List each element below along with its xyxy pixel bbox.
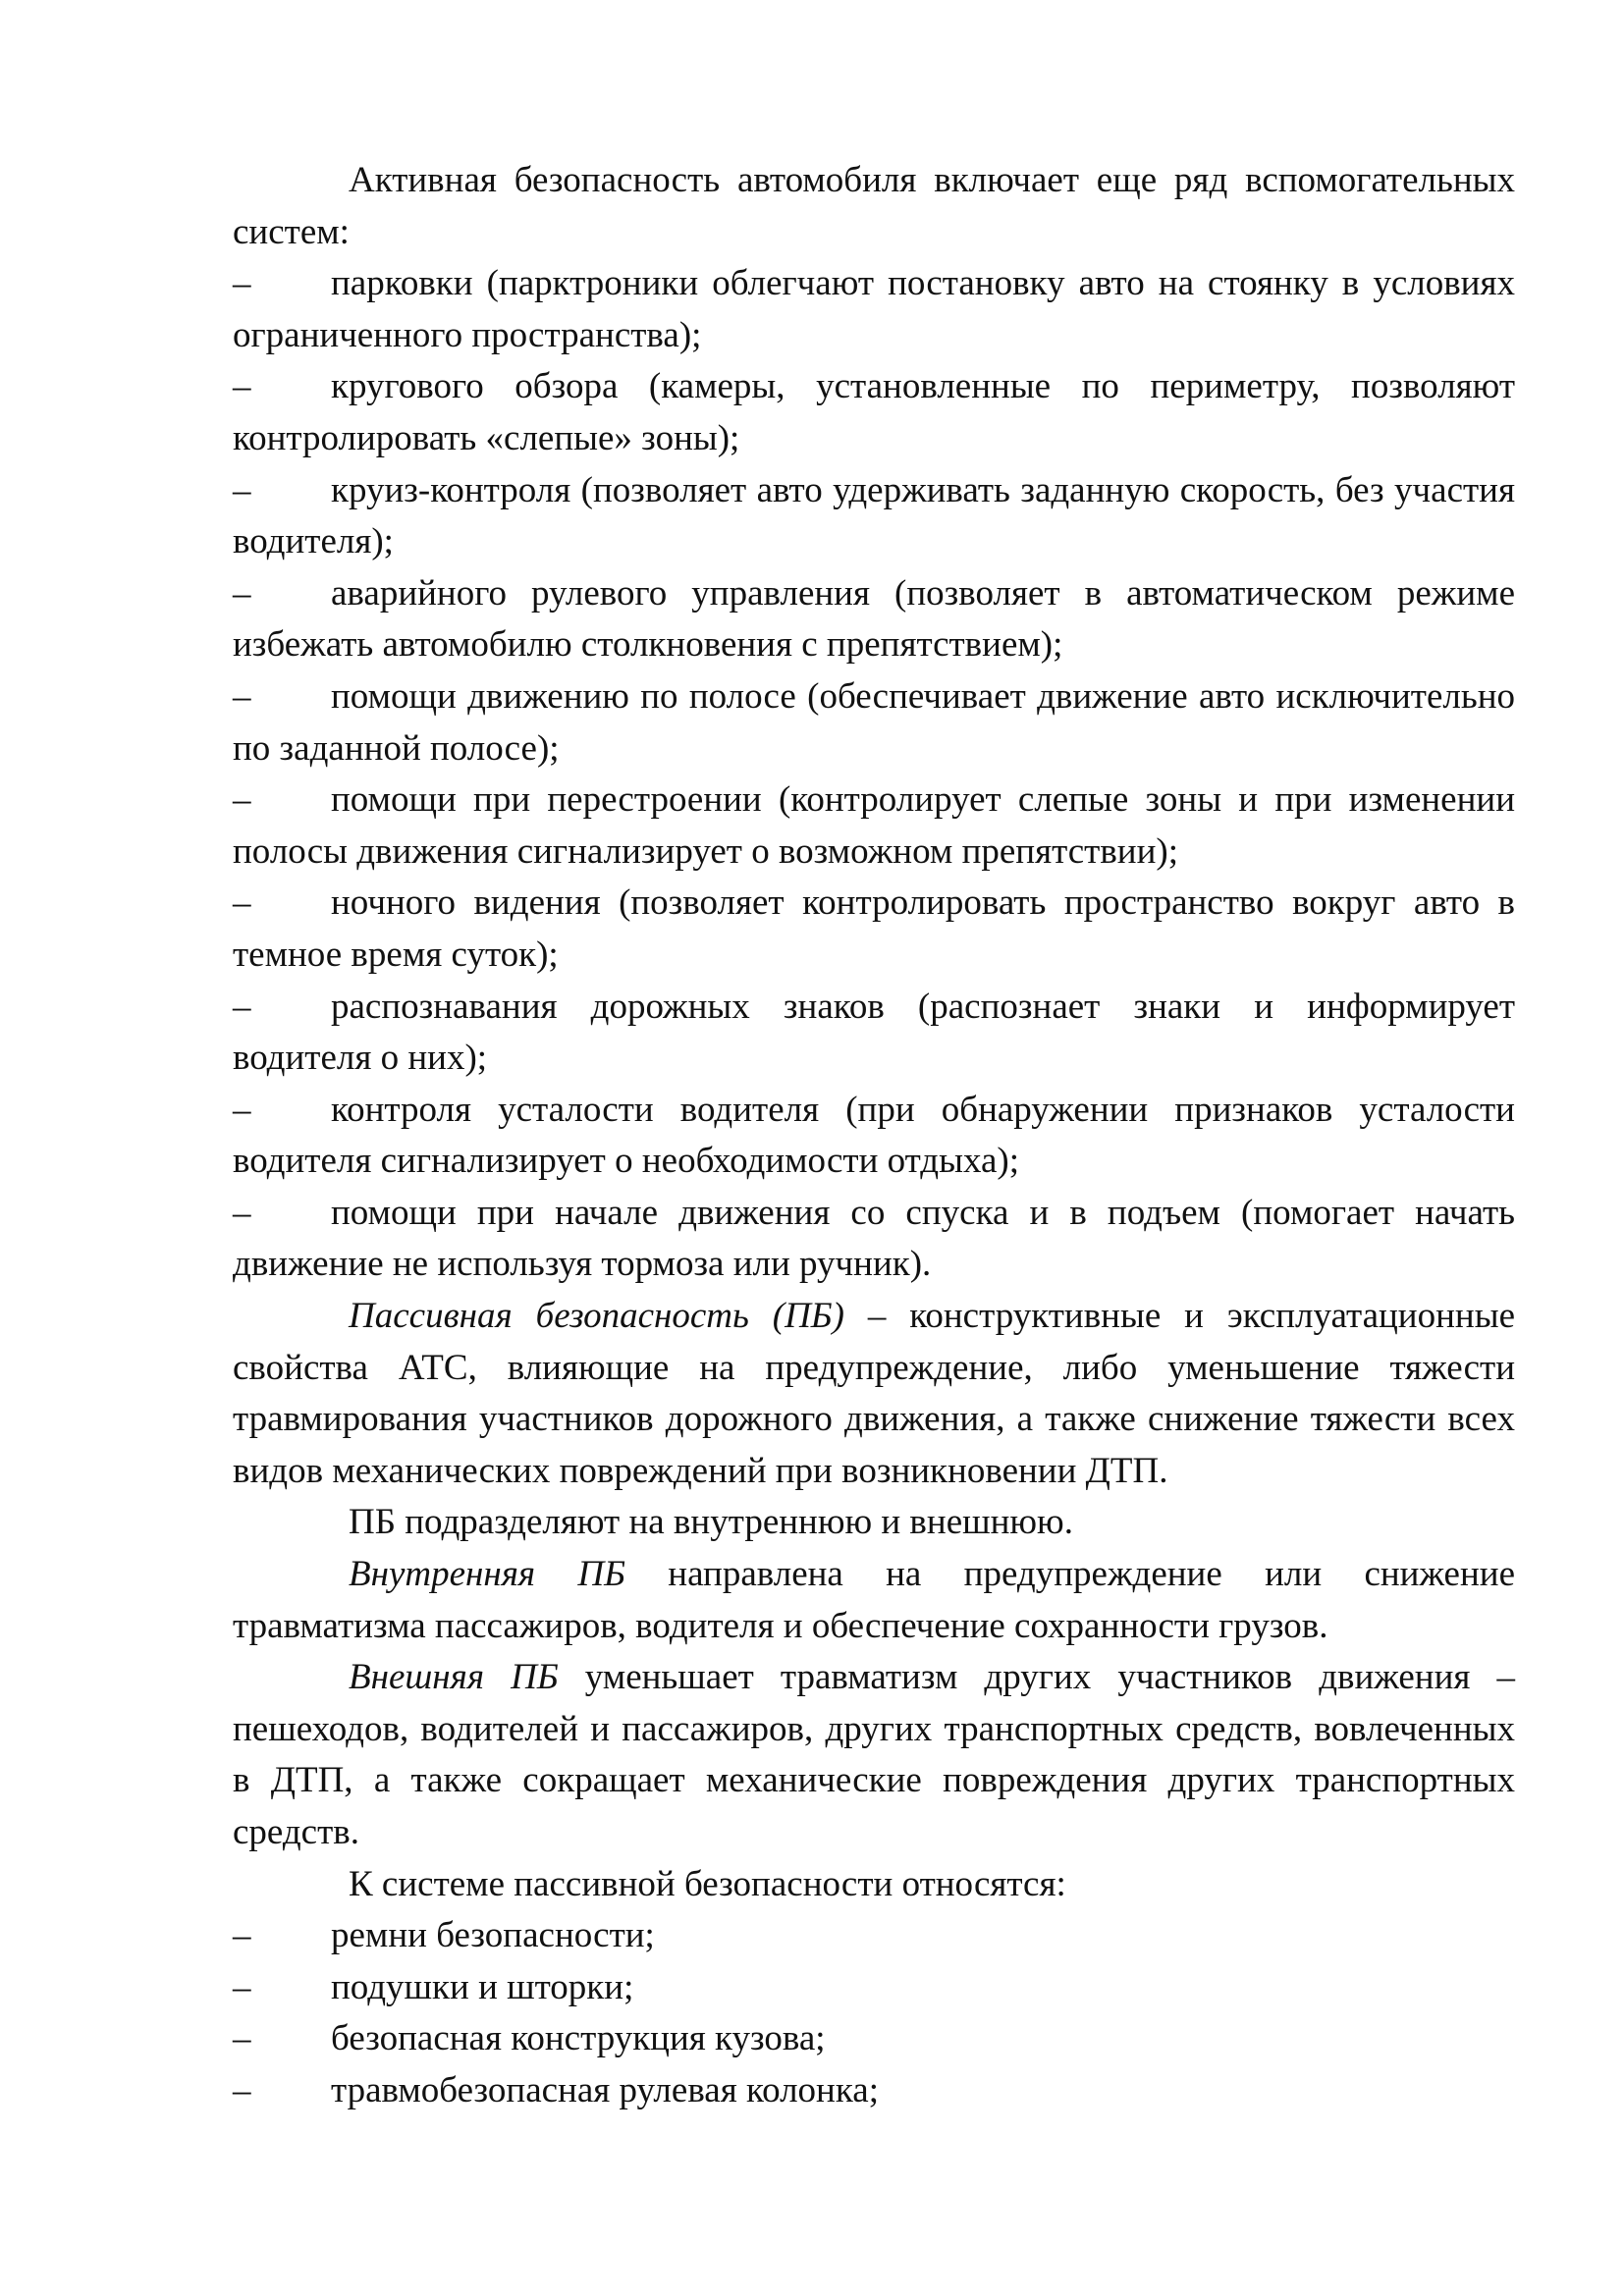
passive-systems-list [233,1910,1515,2116]
dash-bullet: – [233,882,251,924]
passive-intro-paragraph: К системе пассивной безопасности относятся: [349,1863,1066,1904]
list-item [233,1910,1515,1962]
dash-bullet: – [233,572,251,614]
division-paragraph: ПБ подразделяют на внутреннюю и внешнюю. [349,1502,1073,1543]
list-item-text: травмобезопасная рулевая колонка; [331,2069,879,2110]
list-item-text: аварийного рулевого управления (позволяет в автоматическом режиме избежать автомобилю столкновения с препятствием); [233,572,1515,666]
dash-bullet: – [233,1089,251,1130]
list-item-text: контроля усталости водителя (при обнаружении признаков усталости водителя сигнализирует о необходимости отдыха); [233,1089,1515,1182]
list-item [233,982,1515,1085]
list-item-text: ремни безопасности; [331,1915,655,1956]
dash-bullet: – [233,366,251,407]
passive-term: Пассивная безопасность (ПБ) [349,1296,844,1337]
list-item-text: парковки (парктроники облегчают постановку авто на стоянку в условиях ограниченного пространства); [233,263,1515,355]
list-item [233,2065,1515,2117]
passive-definition-text: – конструктивные и эксплуатационные свойства АТС, влияющие на предупреждение, либо уменьшение тяжести травмирования участников дорожного движения, а также снижение тяжести всех видов механических повреждений при возникновении ДТП. [233,1296,1515,1491]
external-paragraph [233,1652,1515,1858]
list-item-text: помощи при перестроении (контролирует слепые зоны и при изменении полосы движения сигнализирует о возможном препятствии); [233,779,1515,872]
dash-bullet: – [233,1192,251,1233]
internal-term: Внутренняя ПБ [349,1554,625,1595]
list-item-text: подушки и шторки; [331,1966,634,2007]
list-item-text: распознавания дорожных знаков (распознает знаки и информирует водителя о них); [233,986,1515,1079]
internal-text: направлена на предупреждение или снижение травматизма пассажиров, водителя и обеспечение сохранности грузов. [233,1554,1515,1646]
document-page [233,155,1515,2117]
dash-bullet: – [233,1966,251,2007]
list-item [233,258,1515,361]
external-text: уменьшает травматизм других участников движения – пешеходов, водителей и пассажиров, других транспортных средств, вовлеченных в ДТП, а также сокращает механические повреждения других транспортных средств. [233,1657,1515,1852]
dash-bullet: – [233,1915,251,1956]
external-term: Внешняя ПБ [349,1657,559,1698]
list-item [233,465,1515,568]
dash-bullet: – [233,779,251,821]
dash-bullet: – [233,2069,251,2110]
list-item [233,1085,1515,1188]
list-item-text: ночного видения (позволяет контролировать пространство вокруг авто в темное время суток); [233,882,1515,975]
list-item [233,671,1515,774]
list-item-text: помощи при начале движения со спуска и в подъем (помогает начать движение не используя тормоза или ручник). [233,1192,1515,1285]
passive-definition-paragraph [233,1291,1515,1497]
list-item [233,878,1515,981]
list-item [233,1188,1515,1291]
dash-bullet: – [233,469,251,510]
active-systems-list [233,258,1515,1291]
list-item [233,2013,1515,2065]
dash-bullet: – [233,986,251,1027]
list-item [233,568,1515,671]
dash-bullet: – [233,675,251,717]
list-item [233,774,1515,878]
dash-bullet: – [233,263,251,304]
list-item-text: безопасная конструкция кузова; [331,2018,826,2059]
list-item [233,361,1515,464]
list-item-text: кругового обзора (камеры, установленные по периметру, позволяют контролировать «слепые» зоны); [233,366,1515,458]
list-item [233,1962,1515,2014]
intro-paragraph: Активная безопасность автомобиля включает еще ряд вспомогательных систем: [233,160,1515,252]
list-item-text: круиз-контроля (позволяет авто удерживать заданную скорость, без участия водителя); [233,469,1515,562]
list-item-text: помощи движению по полосе (обеспечивает движение авто исключительно по заданной полосе); [233,675,1515,769]
dash-bullet: – [233,2018,251,2059]
internal-paragraph [233,1549,1515,1652]
